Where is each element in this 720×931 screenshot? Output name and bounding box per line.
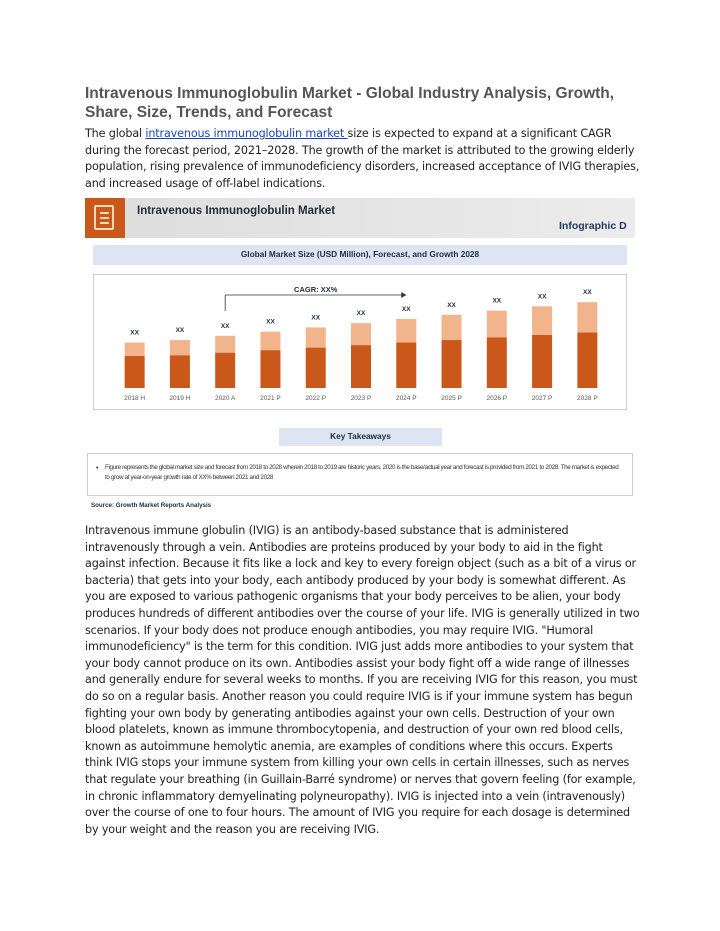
infographic-subtitle: Infographic D <box>559 220 627 232</box>
body-paragraph: Intravenous immune globulin (IVIG) is an antibody-based substance that is administered intravenously through a vein. Antibodies are proteins produced by your body to aid in the fight against infection. Because it fits like a lock and key to every foreign object (such as a bit of a virus or bacteria) that gets into your body, each antibody produced by your body is somewhat different. As you are exposed to various pathogenic organisms that your body perceives to be alien, your body produces hundreds of different antibodies over the course of your life. IVIG is generally utilized in two scenarios. If your body does not produce enough antibodies, you may require IVIG. "Humoral immunodeficiency" is the term for this condition. IVIG just adds more antibodies to your system that your body cannot produce on its own. Antibodies assist your body fight off a wide range of illnesses and generally endure for several weeks to months. If you are receiving IVIG for this reason, you must do so on a regular basis. Another reason you could require IVIG is if your immune system has begun fighting your own body by generating antibodies against your own cells. Destruction of your own blood platelets, known as immune thrombocytopenia, and destruction of your own red blood cells, known as autoimmune hemolytic anemia, are examples of conditions where this occurs. Experts think IVIG stops your immune system from killing your own cells in certain illnesses, such as nerves that regulate your breathing (in Guillain-Barré syndrome) or nerves that govern feeling (for example, in chronic inflammatory demyelinating polyneuropathy). IVIG is injected into a vein (intravenously) over the course of one to four hours. The amount of IVIG you require for each dosage is determined by your weight and the reason you are receiving IVIG. <box>85 524 640 836</box>
bar-value-label: XX <box>447 301 456 309</box>
infographic-header <box>85 198 635 238</box>
takeaway-text: Figure represents the global market size and forecast from 2018 to 2028 wherein 2018 to 2019 are historic years, 2020 is the base/actual year and forecast is provided from 2021 to 2028. The market is expected to grow at year-on-year growth rate of XX% between 2021 and 2028 <box>105 464 619 481</box>
document-icon <box>85 198 125 238</box>
bar-top-segment <box>306 327 326 347</box>
x-tick-label: 2025 P <box>441 395 462 402</box>
bar-value-label: XX <box>492 297 502 305</box>
bar-base-segment <box>170 355 190 388</box>
x-tick-label: 2019 H <box>169 395 191 402</box>
header-band <box>125 198 635 238</box>
bar-value-label: XX <box>401 305 411 313</box>
bar-top-segment <box>487 311 507 338</box>
key-takeaways-box <box>87 453 633 496</box>
market-size-title: Global Market Size (USD Million), Forecast, and Growth 2028 <box>240 249 480 259</box>
market-infographic <box>85 198 635 518</box>
bar-base-segment <box>260 350 280 388</box>
bar-base-segment <box>125 356 145 388</box>
bar-top-segment <box>260 332 280 351</box>
key-takeaways-label: Key Takeaways <box>330 431 391 441</box>
market-size-band <box>93 245 627 265</box>
market-link[interactable]: intravenous immunoglobulin market <box>145 127 348 140</box>
x-tick-label: 2026 P <box>486 395 508 402</box>
bar-top-segment <box>577 302 597 332</box>
cagr-label: CAGR: XX% <box>294 285 338 294</box>
document-icon-line <box>100 217 109 219</box>
bullet-icon: • <box>96 465 99 472</box>
x-tick-label: 2023 P <box>350 395 372 402</box>
x-tick-label: 2018 H <box>124 395 146 402</box>
document-icon-line <box>100 212 109 214</box>
market-size-chart <box>94 275 628 411</box>
bar-value-label: XX <box>130 329 139 337</box>
bar-top-segment <box>396 319 416 343</box>
document-icon-outline <box>94 205 114 230</box>
bar-top-segment <box>170 340 190 355</box>
intro-paragraph <box>85 126 641 192</box>
intro-suffix: size is expected to expand at a significant CAGR during the forecast period, 2021–2028. The growth of the market is attributed to the growing elderly population, rising prevalence of immunodeficiency disorders, increased acceptance of IVIG therapies, and increased usage of off-label indications. <box>85 127 640 190</box>
bar-value-label: XX <box>220 322 230 330</box>
bar-top-segment <box>215 336 235 353</box>
x-tick-label: 2021 P <box>260 395 281 402</box>
page-title: Intravenous Immunoglobulin Market - Global Industry Analysis, Growth, Share, Size, Trends, and Forecast <box>85 85 615 121</box>
document-icon-line <box>100 222 109 224</box>
bar-value-label: XX <box>356 310 366 318</box>
x-tick-label: 2027 P <box>531 395 553 402</box>
bar-base-segment <box>215 353 235 388</box>
bar-base-segment <box>442 340 462 388</box>
bar-base-segment <box>532 335 552 388</box>
source-note: Source: Growth Market Reports Analysis <box>91 502 212 509</box>
x-tick-label: 2028 P <box>577 395 598 402</box>
bar-top-segment <box>125 343 145 356</box>
intro-prefix: The global <box>85 127 146 140</box>
chart-frame <box>93 274 627 410</box>
bar-base-segment <box>306 348 326 388</box>
bar-value-label: XX <box>175 327 185 335</box>
bar-base-segment <box>351 345 371 388</box>
x-tick-label: 2020 A <box>215 395 236 402</box>
x-tick-label: 2024 P <box>395 395 417 402</box>
bar-base-segment <box>487 338 507 389</box>
bar-value-label: XX <box>266 318 275 326</box>
bar-top-segment <box>532 306 552 335</box>
bar-base-segment <box>396 343 416 388</box>
bar-base-segment <box>577 332 597 388</box>
x-tick-label: 2022 P <box>305 395 327 402</box>
bar-value-label: XX <box>537 293 547 301</box>
bar-value-label: XX <box>311 314 321 322</box>
key-takeaways-band <box>279 428 442 446</box>
infographic-title: Intravenous Immunoglobulin Market <box>137 205 336 217</box>
bar-value-label: XX <box>583 289 592 297</box>
bar-top-segment <box>351 323 371 345</box>
bar-top-segment <box>442 315 462 340</box>
cagr-arrow-head <box>401 292 406 298</box>
